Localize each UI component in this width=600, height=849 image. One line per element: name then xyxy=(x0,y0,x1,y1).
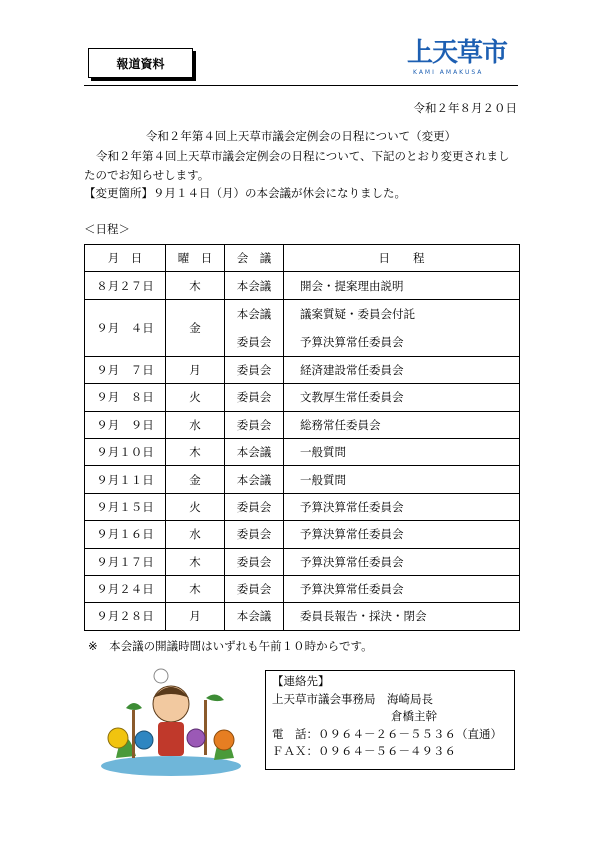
row-meeting: 本会議 xyxy=(225,438,284,465)
row-meeting: 委員会 xyxy=(225,384,284,411)
table-row xyxy=(85,493,520,520)
row-agenda: 総務常任委員会 xyxy=(284,411,520,438)
row-meeting-2: 委員会 xyxy=(236,334,272,349)
row-day: 木 xyxy=(166,438,225,465)
header-agenda: 日 程 xyxy=(284,245,520,272)
table-row xyxy=(85,272,520,299)
row-day: 木 xyxy=(166,272,225,299)
row-meeting: 委員会 xyxy=(225,575,284,602)
row-date: ９月 ４日 xyxy=(85,299,166,356)
mascot-illustration xyxy=(96,668,246,778)
row-day: 木 xyxy=(166,575,225,602)
contact-box xyxy=(265,670,515,770)
row-date: ８月２７日 xyxy=(85,272,166,299)
row-day: 金 xyxy=(166,466,225,493)
schedule-table xyxy=(84,244,520,631)
row-agenda: 予算決算常任委員会 xyxy=(284,521,520,548)
row-day: 水 xyxy=(166,521,225,548)
row-agenda: 委員長報告・採決・閉会 xyxy=(284,603,520,630)
row-meeting: 委員会 xyxy=(225,411,284,438)
row-agenda: 一般質問 xyxy=(284,438,520,465)
row-agenda: 議案質疑・委員会付託 xyxy=(300,306,415,321)
row-date: ９月２４日 xyxy=(85,575,166,602)
table-row xyxy=(85,411,520,438)
contact-fax: ＦＡＸ：０９６４－５６－４９３６ xyxy=(272,744,456,758)
header-day: 曜 日 xyxy=(166,245,225,272)
row-meeting: 本会議 xyxy=(225,466,284,493)
row-agenda: 経済建設常任委員会 xyxy=(284,356,520,383)
row-day: 月 xyxy=(166,356,225,383)
row-agenda-2: 予算決算常任委員会 xyxy=(300,334,404,349)
document-date: 令和２年８月２０日 xyxy=(413,101,517,115)
row-date: ９月２８日 xyxy=(85,603,166,630)
schedule-label: ＜日程＞ xyxy=(84,222,130,236)
row-day: 月 xyxy=(166,603,225,630)
logo-text: 上天草市 xyxy=(407,38,508,68)
row-meeting: 本会議 xyxy=(236,306,272,321)
row-agenda: 一般質問 xyxy=(284,466,520,493)
row-date: ９月 ８日 xyxy=(85,384,166,411)
row-meeting: 本会議 xyxy=(225,603,284,630)
row-agenda: 開会・提案理由説明 xyxy=(284,272,520,299)
contact-person: 倉橋主幹 xyxy=(391,709,437,723)
logo-subtitle: KAMI AMAKUSA xyxy=(413,69,484,76)
row-agenda-cell xyxy=(284,299,520,356)
row-meeting: 委員会 xyxy=(225,521,284,548)
row-agenda: 予算決算常任委員会 xyxy=(284,493,520,520)
row-agenda: 予算決算常任委員会 xyxy=(284,575,520,602)
table-row xyxy=(85,299,520,356)
table-header-row xyxy=(85,245,520,272)
row-date: ９月 ９日 xyxy=(85,411,166,438)
table-row xyxy=(85,356,520,383)
contact-phone: 電 話：０９６４－２６－５５３６（直通） xyxy=(272,726,502,741)
contact-office: 上天草市議会事務局 海崎局長 xyxy=(272,691,433,706)
header-date: 月 日 xyxy=(85,245,166,272)
table-row xyxy=(85,384,520,411)
table-row xyxy=(85,438,520,465)
table-row xyxy=(85,466,520,493)
table-row xyxy=(85,548,520,575)
row-day: 火 xyxy=(166,384,225,411)
table-row xyxy=(85,521,520,548)
row-meeting: 委員会 xyxy=(225,548,284,575)
row-day: 木 xyxy=(166,548,225,575)
row-meeting: 委員会 xyxy=(225,493,284,520)
body-text: 令和２年第４回上天草市議会定例会の日程について、下記のとおり変更されましたのでお知らせします。 xyxy=(84,149,510,182)
table-row xyxy=(85,575,520,602)
header-divider xyxy=(84,85,518,86)
row-day: 金 xyxy=(166,299,225,356)
row-meeting: 委員会 xyxy=(225,356,284,383)
meeting-time-note: ※ 本会議の開議時間はいずれも午前１０時からです。 xyxy=(88,639,373,653)
row-day: 火 xyxy=(166,493,225,520)
change-notice: 【変更箇所】９月１４日（月）の本会議が休会になりました。 xyxy=(84,186,406,200)
header-meeting: 会 議 xyxy=(225,245,284,272)
row-date: ９月１５日 xyxy=(85,493,166,520)
row-agenda: 予算決算常任委員会 xyxy=(284,548,520,575)
press-release-label: 報道資料 xyxy=(88,48,193,78)
row-date: ９月１１日 xyxy=(85,466,166,493)
city-logo xyxy=(407,38,517,82)
row-date: ９月 ７日 xyxy=(85,356,166,383)
row-date: ９月１０日 xyxy=(85,438,166,465)
row-date: ９月１６日 xyxy=(85,521,166,548)
row-date: ９月１７日 xyxy=(85,548,166,575)
table-row xyxy=(85,603,520,630)
row-meeting-cell xyxy=(225,299,284,356)
row-meeting: 本会議 xyxy=(225,272,284,299)
row-day: 水 xyxy=(166,411,225,438)
contact-heading: 【連絡先】 xyxy=(272,674,330,688)
document-title: 令和２年第４回上天草市議会定例会の日程について（変更） xyxy=(145,129,457,143)
row-agenda: 文教厚生常任委員会 xyxy=(284,384,520,411)
